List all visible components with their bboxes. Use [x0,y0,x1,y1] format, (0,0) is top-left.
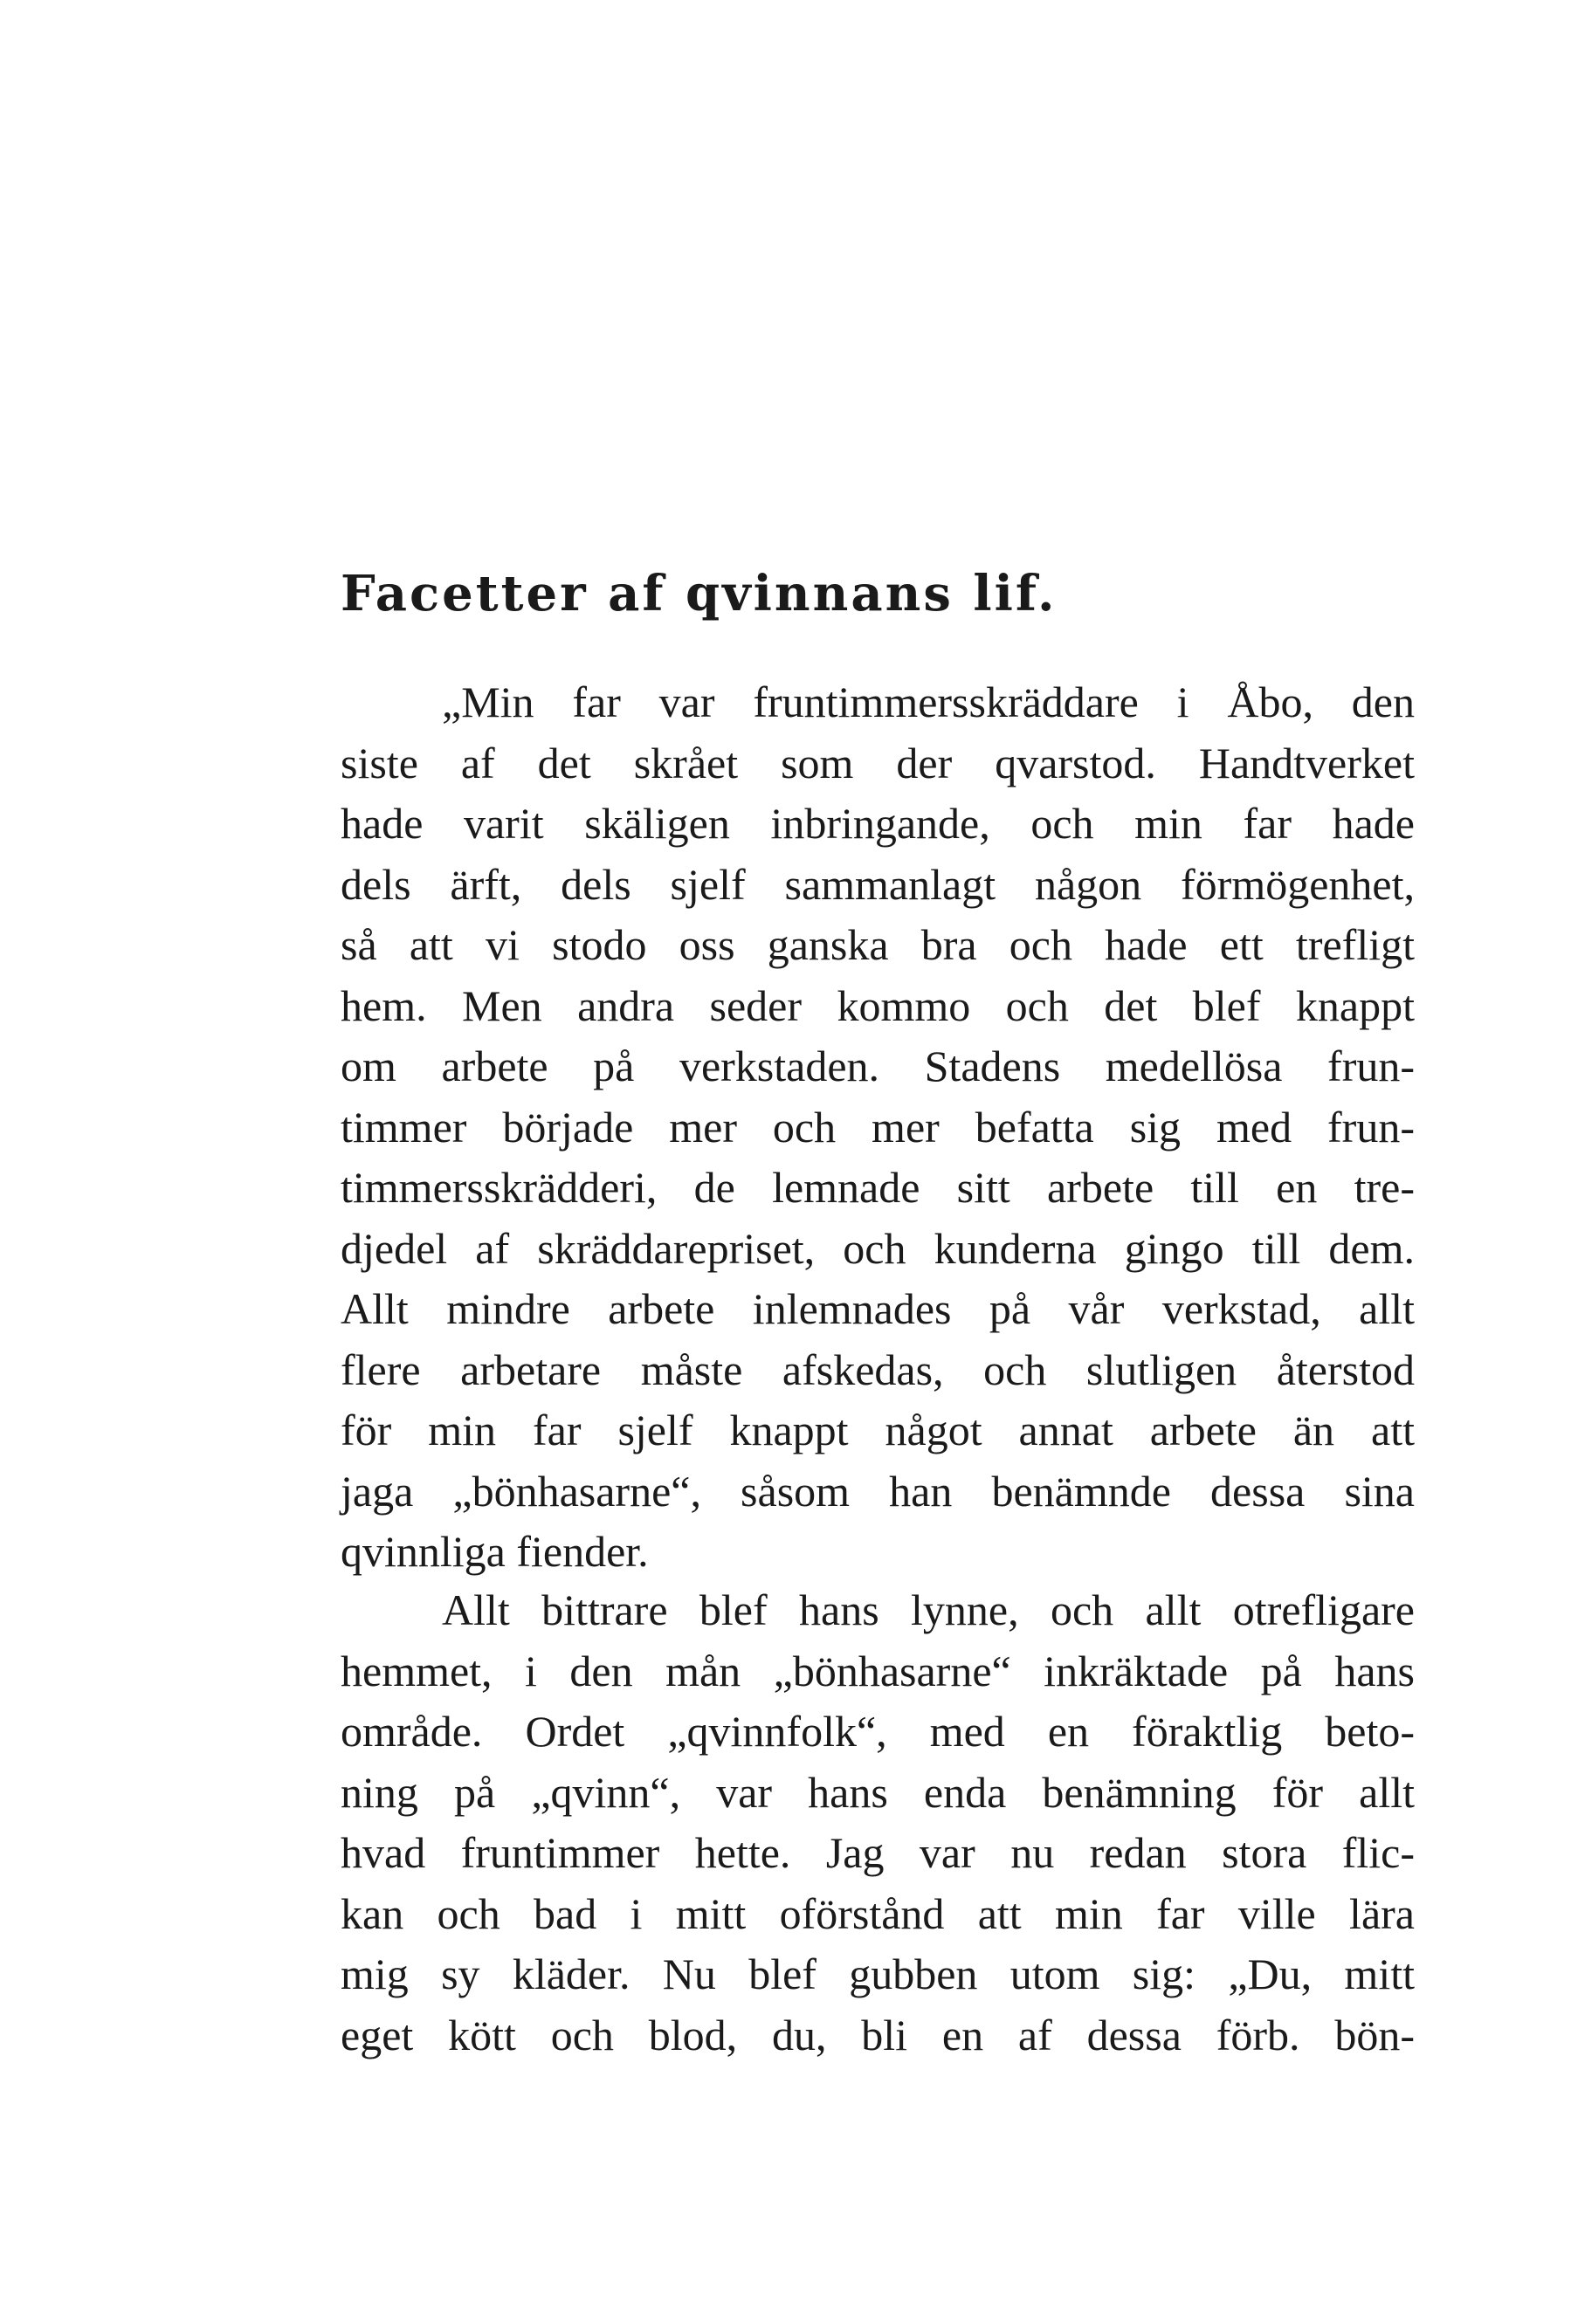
text-line: för min far sjelf knappt något annat arbete än att [341,1406,1415,1454]
text-line: hemmet, i den mån „bönhasarne“ inkräktade på hans [341,1646,1415,1695]
text-line: ning på „qvinn“, var hans enda benämning för allt [341,1767,1415,1817]
text-line: område. Ordet „qvinnfolk“, med en föraktlig beto- [341,1707,1415,1756]
text-line: hade varit skäligen inbringande, och min far hade [341,799,1415,848]
text-line: siste af det skrået som der qvarstod. Handtverket [341,738,1415,787]
text-line: djedel af skräddarepriset, och kunderna gingo till dem. [341,1223,1415,1273]
text-line: om arbete på verkstaden. Stadens medellösa frun- [341,1042,1415,1090]
text-line: eget kött och blod, du, bli en af dessa förb. bön- [341,2010,1415,2059]
text-line: mig sy kläder. Nu blef gubben utom sig: „Du, mitt [341,1949,1415,1998]
text-line: timmersskrädderi, de lemnade sitt arbete till en tre- [341,1163,1415,1212]
text-line: dels ärft, dels sjelf sammanlagt någon förmögenhet, [341,859,1415,909]
text-line: „Min far var fruntimmersskräddare i Åbo, den [442,677,1415,726]
paragraph-2 [341,1580,1415,2066]
paragraph-1 [341,672,1415,1583]
text-line: Allt mindre arbete inlemnades på vår verkstad, allt [341,1284,1415,1333]
text-line: qvinnliga fiender. [341,1527,649,1576]
chapter-title: Facetter af qvinnans lif. [341,565,1058,622]
text-line: kan och bad i mitt oförstånd att min far ville lära [341,1888,1415,1938]
text-line: jaga „bönhasarne“, såsom han benämnde dessa sina [341,1466,1415,1516]
text-line: så att vi stodo oss ganska bra och hade ett trefligt [341,920,1415,969]
text-line: Allt bittrare blef hans lynne, och allt otrefligare [442,1585,1415,1634]
text-line: hem. Men andra seder kommo och det blef knappt [341,980,1415,1030]
text-line: flere arbetare måste afskedas, och slutligen återstod [341,1344,1415,1394]
text-line: hvad fruntimmer hette. Jag var nu redan stora flic- [341,1828,1415,1877]
text-line: timmer började mer och mer befatta sig med frun- [341,1102,1415,1152]
